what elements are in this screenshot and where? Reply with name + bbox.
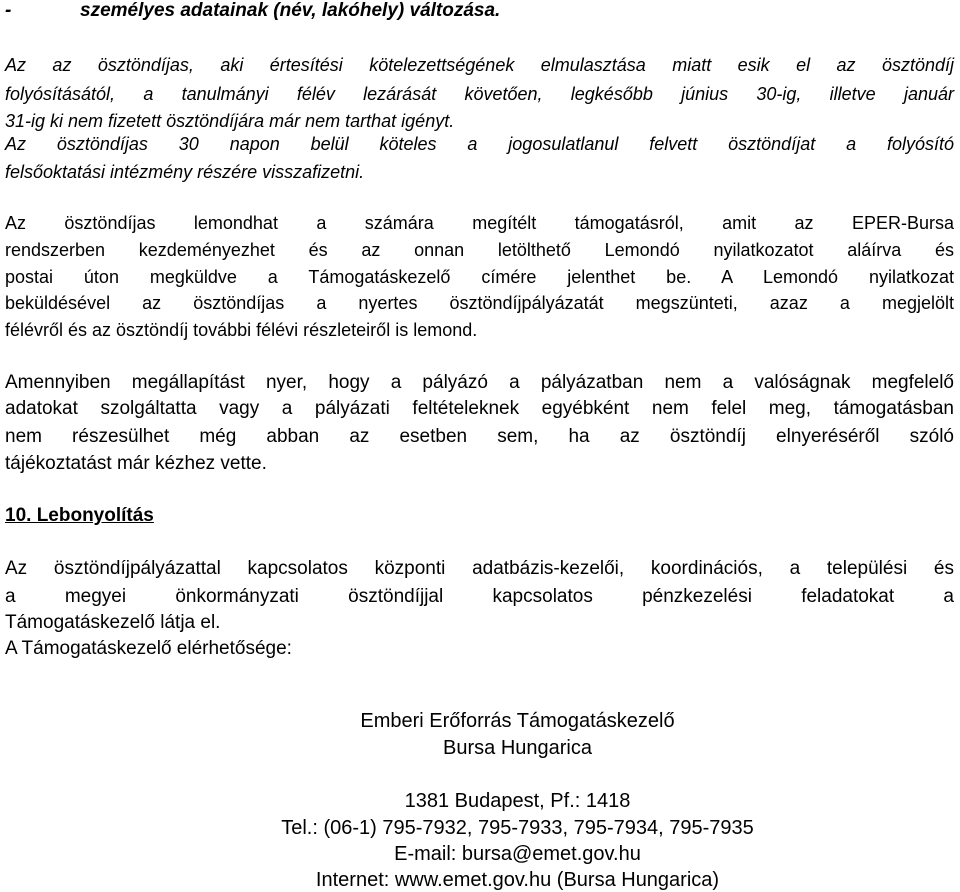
list-item-text: személyes adatainak (név, lakóhely) változása. [80,0,501,21]
paragraph-line: felsőoktatási intézmény részére visszafizetni. [5,162,365,182]
paragraph-line: félévről és az ösztöndíj további félévi részleteiről is lemond. [5,320,478,340]
paragraph-line: Az ösztöndíjpályázattal kapcsolatos központi adatbázis-kezelői, koordinációs, a települési és [5,558,954,579]
paragraph-line: nem részesülhet még abban az esetben sem, ha az ösztöndíj elnyeréséről szóló [5,426,954,447]
paragraph-line: Az ösztöndíjas 30 napon belül köteles a jogosulatlanul felvett ösztöndíjat a folyósító [5,134,954,154]
paragraph-line: beküldésével az ösztöndíjas a nyertes ösztöndíjpályázatát megszünteti, azaz a megjelölt [5,293,954,313]
paragraph-line: Támogatáskezelő látja el. [5,612,221,633]
contact-website: Internet: www.emet.gov.hu (Bursa Hungarica) [315,869,720,891]
paragraph-line: postai úton megküldve a Támogatáskezelő címére jelenthet be. A Lemondó nyilatkozat [5,267,954,287]
paragraph-line: Az az ösztöndíjas, aki értesítési kötelezettségének elmulasztása miatt esik el az ösztöndíj [5,55,954,75]
paragraph-line: 31-ig ki nem fizetett ösztöndíjára már nem tarthat igényt. [5,111,455,131]
section-heading: 10. Lebonyolítás [5,505,154,526]
paragraph-line: tájékoztatást már kézhez vette. [5,453,267,474]
contact-address: 1381 Budapest, Pf.: 1418 [404,790,631,812]
contact-name: Bursa Hungarica [443,737,592,759]
list-dash: - [5,0,12,21]
contact-phone: Tel.: (06-1) 795-7932, 795-7933, 795-7934, 795-7935 [281,817,754,839]
paragraph-line: Amennyiben megállapítást nyer, hogy a pályázó a pályázatban nem a valóságnak megfelelő [5,372,954,393]
paragraph-line: a megyei önkormányzati ösztöndíjjal kapcsolatos pénzkezelési feladatokat a [5,586,954,607]
paragraph-line: folyósításától, a tanulmányi félév lezárását követően, legkésőbb június 30-ig, illetve január [5,84,954,104]
paragraph-line: A Támogatáskezelő elérhetősége: [5,638,292,659]
paragraph-line: adatokat szolgáltatta vagy a pályázati feltételeknek egyébként nem felel meg, támogatásban [5,398,954,419]
contact-organization: Emberi Erőforrás Támogatáskezelő [360,710,675,732]
paragraph-line: rendszerben kezdeményezhet és az onnan letölthető Lemondó nyilatkozatot aláírva és [5,240,954,260]
contact-email: E-mail: bursa@emet.gov.hu [394,843,641,865]
paragraph-line: Az ösztöndíjas lemondhat a számára megítélt támogatásról, amit az EPER-Bursa [5,213,954,233]
